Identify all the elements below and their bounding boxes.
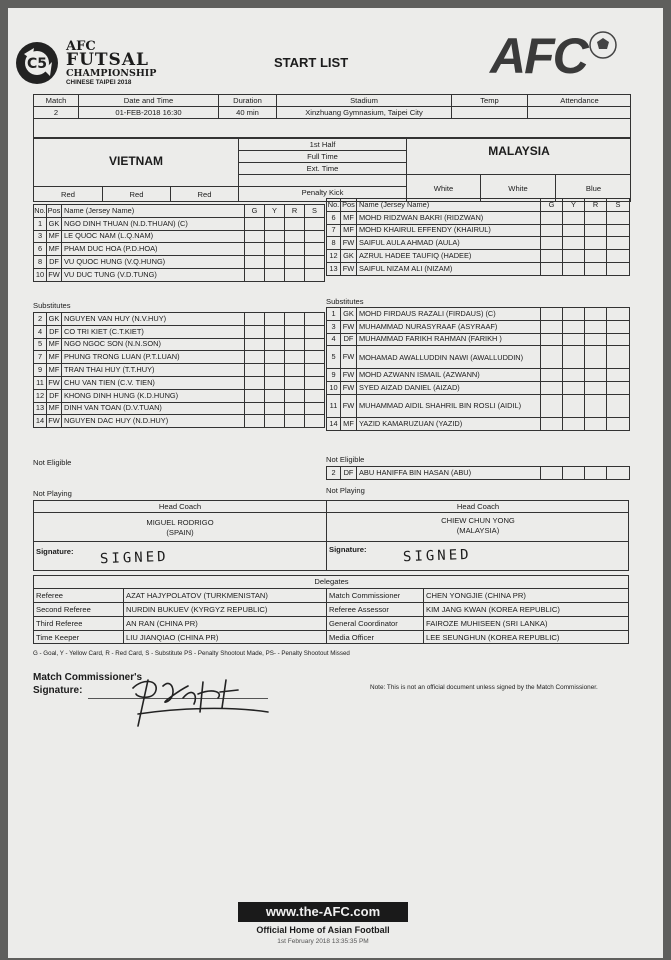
player-no: 11	[327, 394, 341, 417]
legend-text: G - Goal, Y - Yellow Card, R - Red Card, S - Substitute PS - Penalty Shootout Made, PS- - Penalty Shootout Missed	[33, 650, 350, 657]
player-no: 14	[34, 415, 47, 428]
table-row	[34, 230, 325, 243]
delegate-role: General Coordinator	[329, 619, 398, 628]
away-substitutes-table	[326, 307, 630, 431]
logo-championship-text: CHAMPIONSHIP	[66, 68, 157, 79]
delegate-role: Time Keeper	[36, 633, 80, 642]
commissioner-label: Match Commissioner's	[33, 672, 143, 683]
player-pos: DF	[47, 389, 62, 402]
player-no: 8	[327, 237, 341, 250]
delegate-name: CHEN YONGJIE (CHINA PR)	[426, 591, 526, 600]
table-row	[327, 262, 630, 275]
table-row	[34, 402, 325, 415]
home-kit-color-2: Red	[129, 190, 144, 199]
away-handwritten-signature: SIGNED	[402, 546, 472, 566]
player-no: 4	[34, 325, 47, 338]
player-no: 6	[34, 243, 47, 256]
table-row	[327, 333, 630, 346]
table-row	[327, 417, 630, 430]
player-pos: FW	[47, 268, 62, 281]
player-pos: MF	[341, 417, 357, 430]
home-substitutes-table	[33, 312, 325, 428]
page-title: START LIST	[274, 55, 349, 70]
away-signature-label: Signature:	[329, 545, 367, 554]
player-name: MOHAMAD AWALLUDDIN NAWI (AWALLUDDIN)	[357, 346, 541, 369]
table-row	[34, 325, 325, 338]
away-not-eligible-table	[326, 466, 630, 480]
player-name: YAZID KAMARUZUAN (YAZID)	[357, 417, 541, 430]
player-no: 13	[327, 262, 341, 275]
table-row	[327, 237, 630, 250]
table-row	[327, 394, 630, 417]
player-no: 14	[327, 417, 341, 430]
temp-label: Temp	[480, 96, 499, 105]
player-pos: MF	[47, 402, 62, 415]
away-kit-color-1: White	[433, 184, 454, 193]
player-no: 12	[34, 389, 47, 402]
player-no: 1	[34, 217, 47, 230]
player-no: 7	[327, 224, 341, 237]
table-row	[327, 308, 630, 321]
col-yellow: Y	[265, 205, 285, 218]
delegate-name: FAIROZE MUHISEEN (SRI LANKA)	[426, 619, 548, 628]
player-pos: FW	[47, 376, 62, 389]
away-head-coach-label: Head Coach	[456, 502, 500, 511]
home-coach-country: (SPAIN)	[166, 528, 194, 537]
delegate-role: Referee	[36, 591, 64, 600]
commissioner-handwritten-signature	[118, 668, 278, 733]
home-head-coach-label: Head Coach	[158, 502, 202, 511]
player-pos: FW	[341, 346, 357, 369]
player-name: NGO DINH THUAN (N.D.THUAN) (C)	[62, 217, 245, 230]
player-name: MOHD RIDZWAN BAKRI (RIDZWAN)	[357, 211, 541, 224]
player-pos: GK	[47, 217, 62, 230]
delegate-role: Second Referee	[36, 605, 91, 614]
afc-brand-logo: AFC	[490, 28, 587, 84]
table-row	[34, 243, 325, 256]
player-no: 2	[34, 313, 47, 326]
print-timestamp: 1st February 2018 13:35:35 PM	[277, 938, 369, 945]
player-no: 3	[34, 230, 47, 243]
player-name: AZRUL HADEE TAUFIQ (HADEE)	[357, 250, 541, 263]
player-pos: DF	[341, 467, 357, 480]
player-name: PHAM DUC HOA (P.D.HOA)	[62, 243, 245, 256]
player-name: KHONG DINH HUNG (K.D.HUNG)	[62, 389, 245, 402]
player-pos: MF	[47, 230, 62, 243]
player-pos: FW	[341, 394, 357, 417]
player-pos: GK	[47, 313, 62, 326]
away-starters-table	[326, 198, 630, 276]
player-name: NGUYEN VAN HUY (N.V.HUY)	[62, 313, 245, 326]
home-kit-color-1: Red	[61, 190, 75, 199]
table-row	[327, 369, 630, 382]
footer-url: www.the-AFC.com	[238, 902, 408, 922]
player-no: 3	[327, 320, 341, 333]
table-row	[327, 382, 630, 395]
delegate-role: Referee Assessor	[329, 605, 389, 614]
period-extra-time: Ext. Time	[306, 164, 339, 173]
table-row	[327, 320, 630, 333]
player-no: 13	[34, 402, 47, 415]
away-not-eligible-label: Not Eligible	[326, 455, 365, 464]
delegate-name: LEE SEUNGHUN (KOREA REPUBLIC)	[426, 633, 560, 642]
player-no: 9	[34, 364, 47, 377]
delegates-label: Delegates	[314, 577, 349, 586]
stadium-label: Stadium	[350, 96, 378, 105]
home-handwritten-signature: SIGNED	[99, 548, 169, 568]
player-name: CO TRI KIET (C.T.KIET)	[62, 325, 245, 338]
away-not-playing-label: Not Playing	[326, 486, 365, 495]
start-list-document	[8, 8, 663, 958]
player-name: NGO NGOC SON (N.N.SON)	[62, 338, 245, 351]
table-row	[34, 268, 325, 281]
home-signature-label: Signature:	[36, 547, 74, 556]
delegate-name: LIU JIANQIAO (CHINA PR)	[126, 633, 219, 642]
col-no: No.	[327, 199, 341, 212]
player-name: ABU HANIFFA BIN HASAN (ABU)	[357, 467, 541, 480]
home-starters-table	[33, 204, 325, 282]
player-no: 7	[34, 351, 47, 364]
player-name: NGUYEN DAC HUY (N.D.HUY)	[62, 415, 245, 428]
futsal-championship-logo	[12, 38, 157, 88]
col-no: No.	[34, 205, 47, 218]
player-no: 6	[327, 211, 341, 224]
table-header-row	[327, 199, 630, 212]
player-no: 9	[327, 369, 341, 382]
player-no: 8	[34, 256, 47, 269]
player-pos: DF	[341, 333, 357, 346]
player-no: 11	[34, 376, 47, 389]
duration-label: Duration	[233, 96, 262, 105]
player-pos: MF	[47, 364, 62, 377]
away-coach-country: (MALAYSIA)	[456, 526, 500, 535]
player-no: 12	[327, 250, 341, 263]
player-no: 4	[327, 333, 341, 346]
player-name: MOHD FIRDAUS RAZALI (FIRDAUS) (C)	[357, 308, 541, 321]
col-name: Name (Jersey Name)	[357, 199, 541, 212]
col-sub: S	[305, 205, 325, 218]
player-pos: FW	[47, 415, 62, 428]
player-name: MOHD KHAIRUL EFFENDY (KHAIRUL)	[357, 224, 541, 237]
away-team-name: MALAYSIA	[488, 144, 550, 158]
home-not-eligible-label: Not Eligible	[33, 458, 72, 467]
away-kit-color-3: Blue	[585, 184, 602, 193]
table-row	[327, 250, 630, 263]
match-number: 2	[53, 108, 59, 117]
player-pos: FW	[341, 237, 357, 250]
delegate-name: KIM JANG KWAN (KOREA REPUBLIC)	[426, 605, 560, 614]
home-kit-color-3: Red	[197, 190, 212, 199]
player-name: LE QUOC NAM (L.Q.NAM)	[62, 230, 245, 243]
col-red: R	[585, 199, 607, 212]
delegate-name: NURDIN BUKUEV (KYRGYZ REPUBLIC)	[126, 605, 268, 614]
col-goal: G	[541, 199, 563, 212]
away-coach-name: CHIEW CHUN YONG	[441, 516, 515, 525]
soccer-ball-icon	[588, 30, 618, 60]
player-pos: MF	[47, 351, 62, 364]
table-row	[34, 389, 325, 402]
home-not-playing-label: Not Playing	[33, 489, 72, 498]
table-row	[34, 351, 325, 364]
col-name: Name (Jersey Name)	[62, 205, 245, 218]
player-no: 1	[327, 308, 341, 321]
table-row	[34, 313, 325, 326]
player-name: DINH VAN TOAN (D.V.TUAN)	[62, 402, 245, 415]
col-pos: Pos	[341, 199, 357, 212]
delegate-name: AN RAN (CHINA PR)	[126, 619, 198, 628]
player-name: MUHAMMAD FARIKH RAHMAN (FARIKH )	[357, 333, 541, 346]
player-pos: MF	[341, 211, 357, 224]
player-pos: GK	[341, 308, 357, 321]
attendance-label: Attendance	[560, 96, 599, 105]
table-row	[34, 217, 325, 230]
footer-tagline: Official Home of Asian Football	[256, 925, 390, 935]
home-substitutes-label: Substitutes	[33, 301, 71, 310]
player-name: MOHD AZWANN ISMAIL (AZWANN)	[357, 369, 541, 382]
home-team-name: VIETNAM	[109, 154, 163, 168]
player-pos: FW	[341, 320, 357, 333]
col-goal: G	[245, 205, 265, 218]
logo-afc-text: AFC	[66, 39, 96, 54]
player-no: 10	[327, 382, 341, 395]
logo-futsal-text: FUTSAL	[66, 50, 149, 70]
player-pos: MF	[47, 338, 62, 351]
futsal-ball-icon	[14, 40, 60, 86]
col-yellow: Y	[563, 199, 585, 212]
player-name: MUHAMMAD NURASYRAAF (ASYRAAF)	[357, 320, 541, 333]
period-first-half: 1st Half	[309, 140, 336, 149]
player-no: 5	[34, 338, 47, 351]
player-no: 5	[327, 346, 341, 369]
player-name: PHUNG TRONG LUAN (P.T.LUAN)	[62, 351, 245, 364]
player-no: 10	[34, 268, 47, 281]
logo-host-text: CHINESE TAIPEI 2018	[66, 79, 132, 86]
delegate-name: AZAT HAJYPOLATOV (TURKMENISTAN)	[126, 591, 268, 600]
table-row	[34, 415, 325, 428]
table-row	[327, 224, 630, 237]
away-substitutes-label: Substitutes	[326, 297, 364, 306]
player-pos: DF	[47, 256, 62, 269]
player-name: SAIFUL NIZAM ALI (NIZAM)	[357, 262, 541, 275]
col-pos: Pos	[47, 205, 62, 218]
player-pos: FW	[341, 369, 357, 382]
col-sub: S	[607, 199, 630, 212]
delegate-role: Media Officer	[329, 633, 375, 642]
date-time-label: Date and Time	[123, 96, 174, 105]
table-row	[34, 364, 325, 377]
player-name: SYED AIZAD DANIEL (AIZAD)	[357, 382, 541, 395]
table-row	[327, 346, 630, 369]
away-kit-color-2: White	[508, 184, 528, 193]
player-pos: GK	[341, 250, 357, 263]
delegate-role: Third Referee	[36, 619, 83, 628]
table-row	[327, 211, 630, 224]
table-row	[34, 256, 325, 269]
match-duration: 40 min	[236, 108, 259, 117]
player-name: TRAN THAI HUY (T.T.HUY)	[62, 364, 245, 377]
player-name: CHU VAN TIEN (C.V. TIEN)	[62, 376, 245, 389]
player-pos: MF	[341, 224, 357, 237]
player-name: SAIFUL AULA AHMAD (AULA)	[357, 237, 541, 250]
player-name: VU QUOC HUNG (V.Q.HUNG)	[62, 256, 245, 269]
disclaimer-note: Note: This is not an official document unless signed by the Match Commissioner.	[370, 684, 598, 691]
table-row	[34, 376, 325, 389]
match-stadium: Xinzhuang Gymnasium, Taipei City	[305, 108, 423, 117]
delegate-role: Match Commissioner	[329, 591, 401, 600]
player-pos: FW	[341, 262, 357, 275]
match-label: Match	[45, 96, 67, 105]
col-red: R	[285, 205, 305, 218]
player-name: VU DUC TUNG (V.D.TUNG)	[62, 268, 245, 281]
match-date-time: 01-FEB-2018 16:30	[115, 108, 182, 117]
table-row	[327, 467, 630, 480]
home-coach-name: MIGUEL RODRIGO	[146, 518, 214, 527]
player-pos: MF	[47, 243, 62, 256]
player-name: MUHAMMAD AIDIL SHAHRIL BIN ROSLI (AIDIL)	[357, 394, 541, 417]
commissioner-signature-label: Signature:	[33, 685, 83, 696]
period-penalty-kick: Penalty Kick	[301, 188, 344, 197]
player-no: 2	[327, 467, 341, 480]
table-row	[34, 338, 325, 351]
svg-text:C5: C5	[26, 56, 48, 72]
player-pos: FW	[341, 382, 357, 395]
player-pos: DF	[47, 325, 62, 338]
table-header-row	[34, 205, 325, 218]
period-full-time: Full Time	[307, 152, 338, 161]
